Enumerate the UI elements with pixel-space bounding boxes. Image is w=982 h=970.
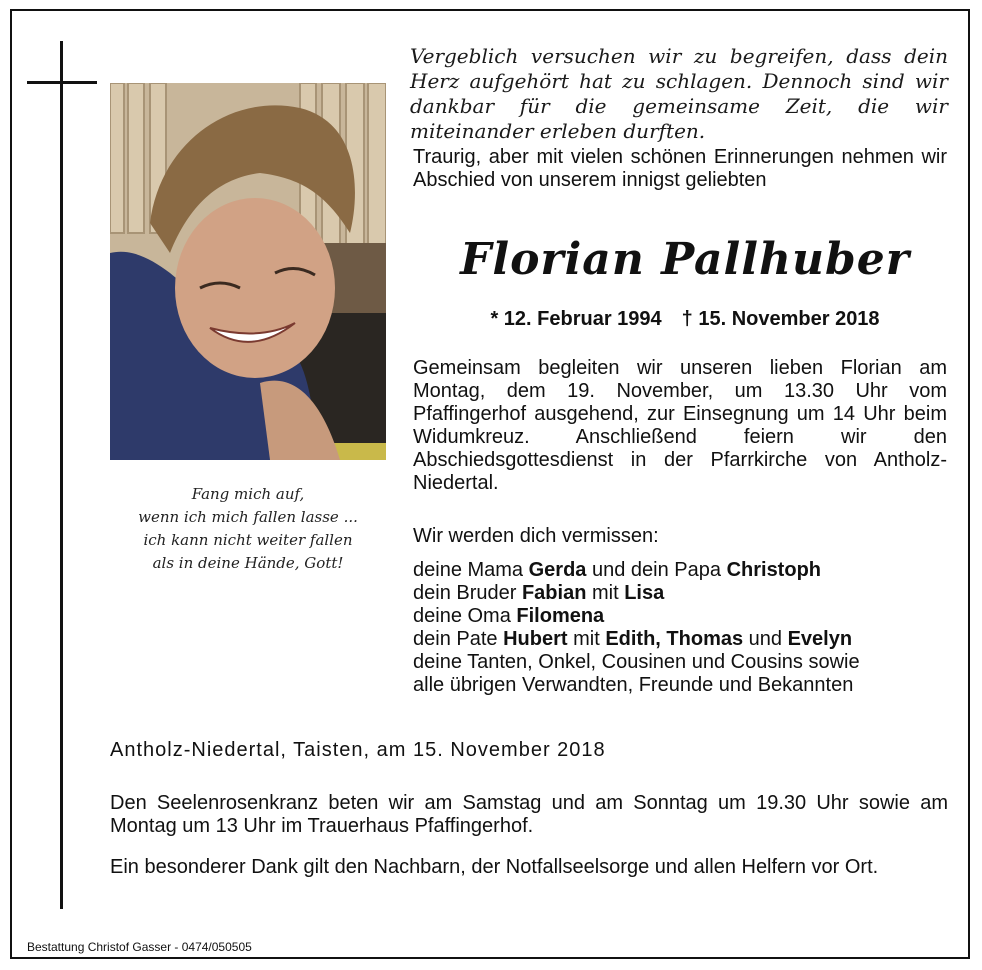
thanks-notice: Ein besonderer Dank gilt den Nachbarn, der Notfallseelsorge und allen Helfern vor Ort.	[110, 856, 879, 878]
deceased-name: Florian Pallhuber	[460, 234, 910, 285]
family-text: deine Oma	[413, 605, 517, 627]
portrait-photo-icon	[110, 83, 386, 460]
death-date: † 15. November 2018	[681, 308, 880, 330]
family-member-name: Edith, Thomas	[605, 628, 744, 650]
family-list	[413, 559, 860, 697]
family-member-name: Lisa	[624, 582, 665, 604]
quote-line: ich kann nicht weiter fallen	[143, 531, 353, 549]
family-line	[413, 605, 860, 628]
opening-verse: Vergeblich versuchen wir zu begreifen, dass dein Herz aufgehört hat zu schlagen. Dennoch sind wir dankbar für die gemeinsame Zeit, die wir miteinander erleben durften.	[410, 44, 948, 143]
family-text: alle übrigen Verwandten, Freunde und Bekannten	[413, 674, 854, 696]
family-text: dein Pate	[413, 628, 504, 650]
family-text: und	[743, 628, 788, 650]
quote-line: Fang mich auf,	[191, 485, 305, 503]
cross-icon-vertical	[60, 41, 63, 909]
portrait-photo	[110, 83, 386, 460]
family-line	[413, 651, 860, 674]
family-member-name: Christoph	[726, 559, 821, 581]
family-text: deine Tanten, Onkel, Cousinen und Cousins sowie	[413, 651, 860, 673]
family-line	[413, 674, 860, 697]
cross-icon	[27, 81, 97, 84]
funeral-home-footer: Bestattung Christof Gasser - 0474/050505	[27, 940, 252, 954]
family-member-name: Filomena	[516, 605, 605, 627]
intro-text: Traurig, aber mit vielen schönen Erinnerungen nehmen wir Abschied von unserem innigst geliebten	[413, 146, 947, 191]
quote-line: wenn ich mich fallen lasse ...	[138, 508, 358, 526]
birth-date: * 12. Februar 1994	[490, 308, 662, 330]
family-text: und dein Papa	[586, 559, 727, 581]
family-text: dein Bruder	[413, 582, 522, 604]
family-member-name: Hubert	[503, 628, 568, 650]
quote-verse	[110, 483, 386, 575]
family-member-name: Gerda	[528, 559, 587, 581]
service-details: Gemeinsam begleiten wir unseren lieben Florian am Montag, dem 19. November, um 13.30 Uhr vom Pfaffingerhof ausgehend, zur Einsegnung um 14 Uhr beim Widumkreuz. Anschließend feiern wir den Abschiedsgottesdienst in der Pfarrkirche von Antholz-Niedertal.	[413, 357, 947, 494]
miss-heading: Wir werden dich vermissen:	[413, 525, 659, 547]
family-text: deine Mama	[413, 559, 529, 581]
quote-line: als in deine Hände, Gott!	[152, 554, 344, 572]
family-line	[413, 628, 860, 651]
family-member-name: Evelyn	[787, 628, 853, 650]
family-member-name: Fabian	[521, 582, 587, 604]
family-text: mit	[567, 628, 606, 650]
family-text: mit	[586, 582, 625, 604]
rosary-notice: Den Seelenrosenkranz beten wir am Samstag und am Sonntag um 19.30 Uhr sowie am Montag um 13 Uhr im Trauerhaus Pfaffingerhof.	[110, 792, 948, 837]
family-line	[413, 582, 860, 605]
place-date: Antholz-Niedertal, Taisten, am 15. November 2018	[110, 739, 606, 761]
family-line	[413, 559, 860, 582]
life-dates	[455, 306, 915, 332]
